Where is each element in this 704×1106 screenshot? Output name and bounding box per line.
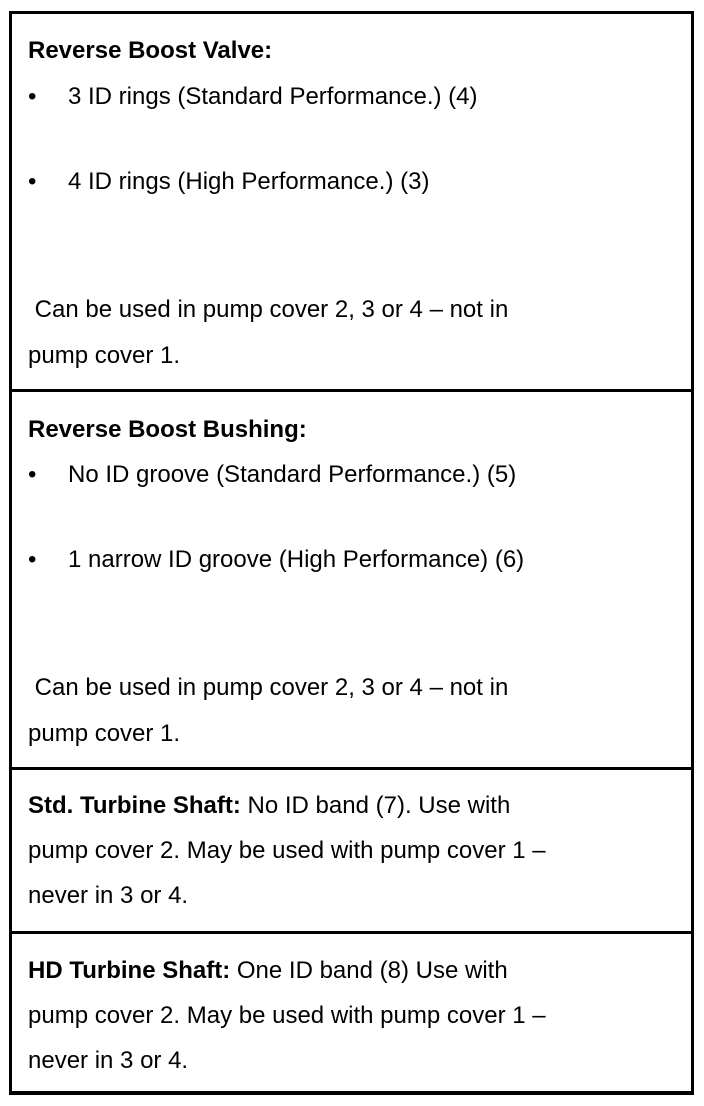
section-title: Reverse Boost Valve: (28, 37, 273, 64)
section-title: HD Turbine Shaft: (28, 957, 231, 984)
bullet-text: 1 narrow ID groove (High Performance) (6) (68, 546, 525, 573)
section-text: No ID band (7). Use with (240, 792, 511, 819)
bullet-icon: • (28, 546, 37, 573)
reverse-boost-bushing-cell (12, 392, 691, 768)
std-turbine-shaft-cell (12, 770, 691, 930)
section-text: pump cover 2. May be used with pump cover 1 – (28, 837, 546, 864)
section-title: Reverse Boost Bushing: (28, 416, 307, 443)
bullet-icon: • (28, 168, 37, 195)
note-text: pump cover 1. (28, 342, 181, 369)
section-text: never in 3 or 4. (28, 1047, 189, 1074)
note-text: Can be used in pump cover 2, 3 or 4 – not in (28, 674, 509, 701)
hd-turbine-shaft-cell (12, 934, 691, 1094)
reverse-boost-valve-cell (12, 14, 691, 390)
section-line (28, 948, 508, 993)
bullet-icon: • (28, 461, 37, 488)
section-text: pump cover 2. May be used with pump cover 1 – (28, 1002, 546, 1029)
bullet-icon: • (28, 83, 37, 110)
note-text: pump cover 1. (28, 720, 181, 747)
bullet-text: 3 ID rings (Standard Performance.) (4) (68, 83, 478, 110)
info-table (9, 11, 694, 1095)
bullet-text: 4 ID rings (High Performance.) (3) (68, 168, 430, 195)
section-text: never in 3 or 4. (28, 882, 189, 909)
note-text: Can be used in pump cover 2, 3 or 4 – not in (28, 296, 509, 323)
section-line (28, 783, 510, 828)
section-title: Std. Turbine Shaft: (28, 792, 241, 819)
section-text: One ID band (8) Use with (230, 957, 508, 984)
bullet-text: No ID groove (Standard Performance.) (5) (68, 461, 517, 488)
